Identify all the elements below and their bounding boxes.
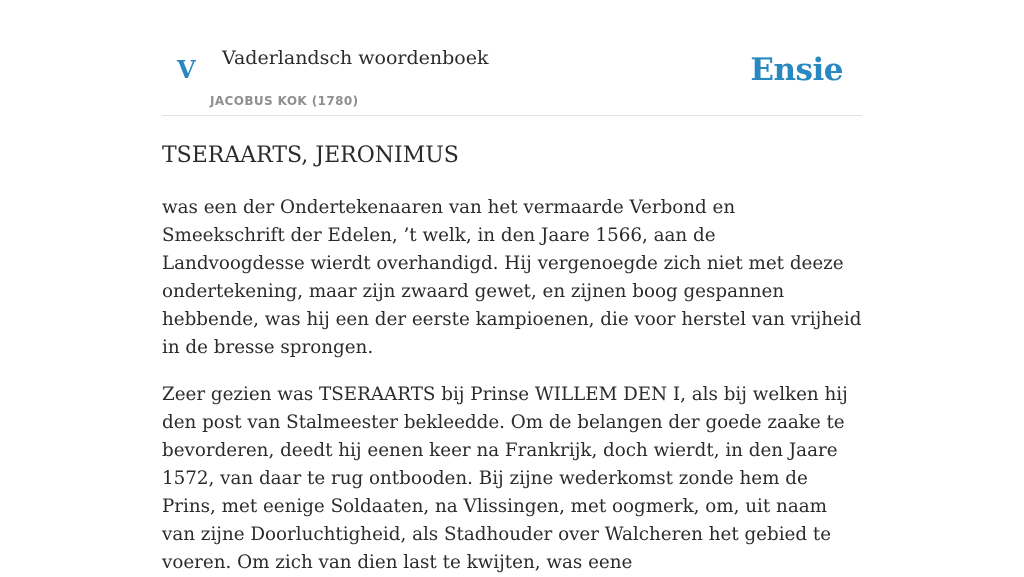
ensie-logo-link[interactable]: Ensie	[750, 52, 843, 88]
entry-title: TSERAARTS, JERONIMUS	[162, 143, 459, 168]
article-page	[162, 0, 862, 577]
letter-index-link[interactable]: V	[177, 55, 196, 84]
entry-paragraph-1: was een der Ondertekenaaren van het vermaarde Verbond en Smeekschrift der Edelen, ’t welk, in den Jaare 1566, aan de Landvoogdesse wierdt overhandigd. Hij vergenoegde zich niet met deeze ondertekening, maar zijn zwaard gewet, en zijnen boog gespannen hebbende, was hij een der eerste kampioenen, die voor herstel van vrijheid in de bresse sprongen.	[162, 197, 862, 358]
page-header	[162, 0, 862, 116]
entry-paragraph-2: Zeer gezien was TSERAARTS bij Prinse WILLEM DEN I, als bij welken hij den post van Stalmeester bekleedde. Om de belangen der goede zaake te bevorderen, deedt hij eenen keer na Frankrijk, doch wierdt, in den Jaare 1572, van daar te rug ontbooden. Bij zijne wederkomst zonde hem de Prins, met eenige Soldaaten, na Vlissingen, met oogmerk, om, uit naam van zijne Doorluchtigheid, als Stadhouder over Walcheren het gebied te voeren. Om zich van dien last te kwijten, was eene	[162, 384, 848, 573]
book-author: JACOBUS KOK (1780)	[210, 94, 359, 108]
book-title-link[interactable]: Vaderlandsch woordenboek	[222, 47, 489, 69]
